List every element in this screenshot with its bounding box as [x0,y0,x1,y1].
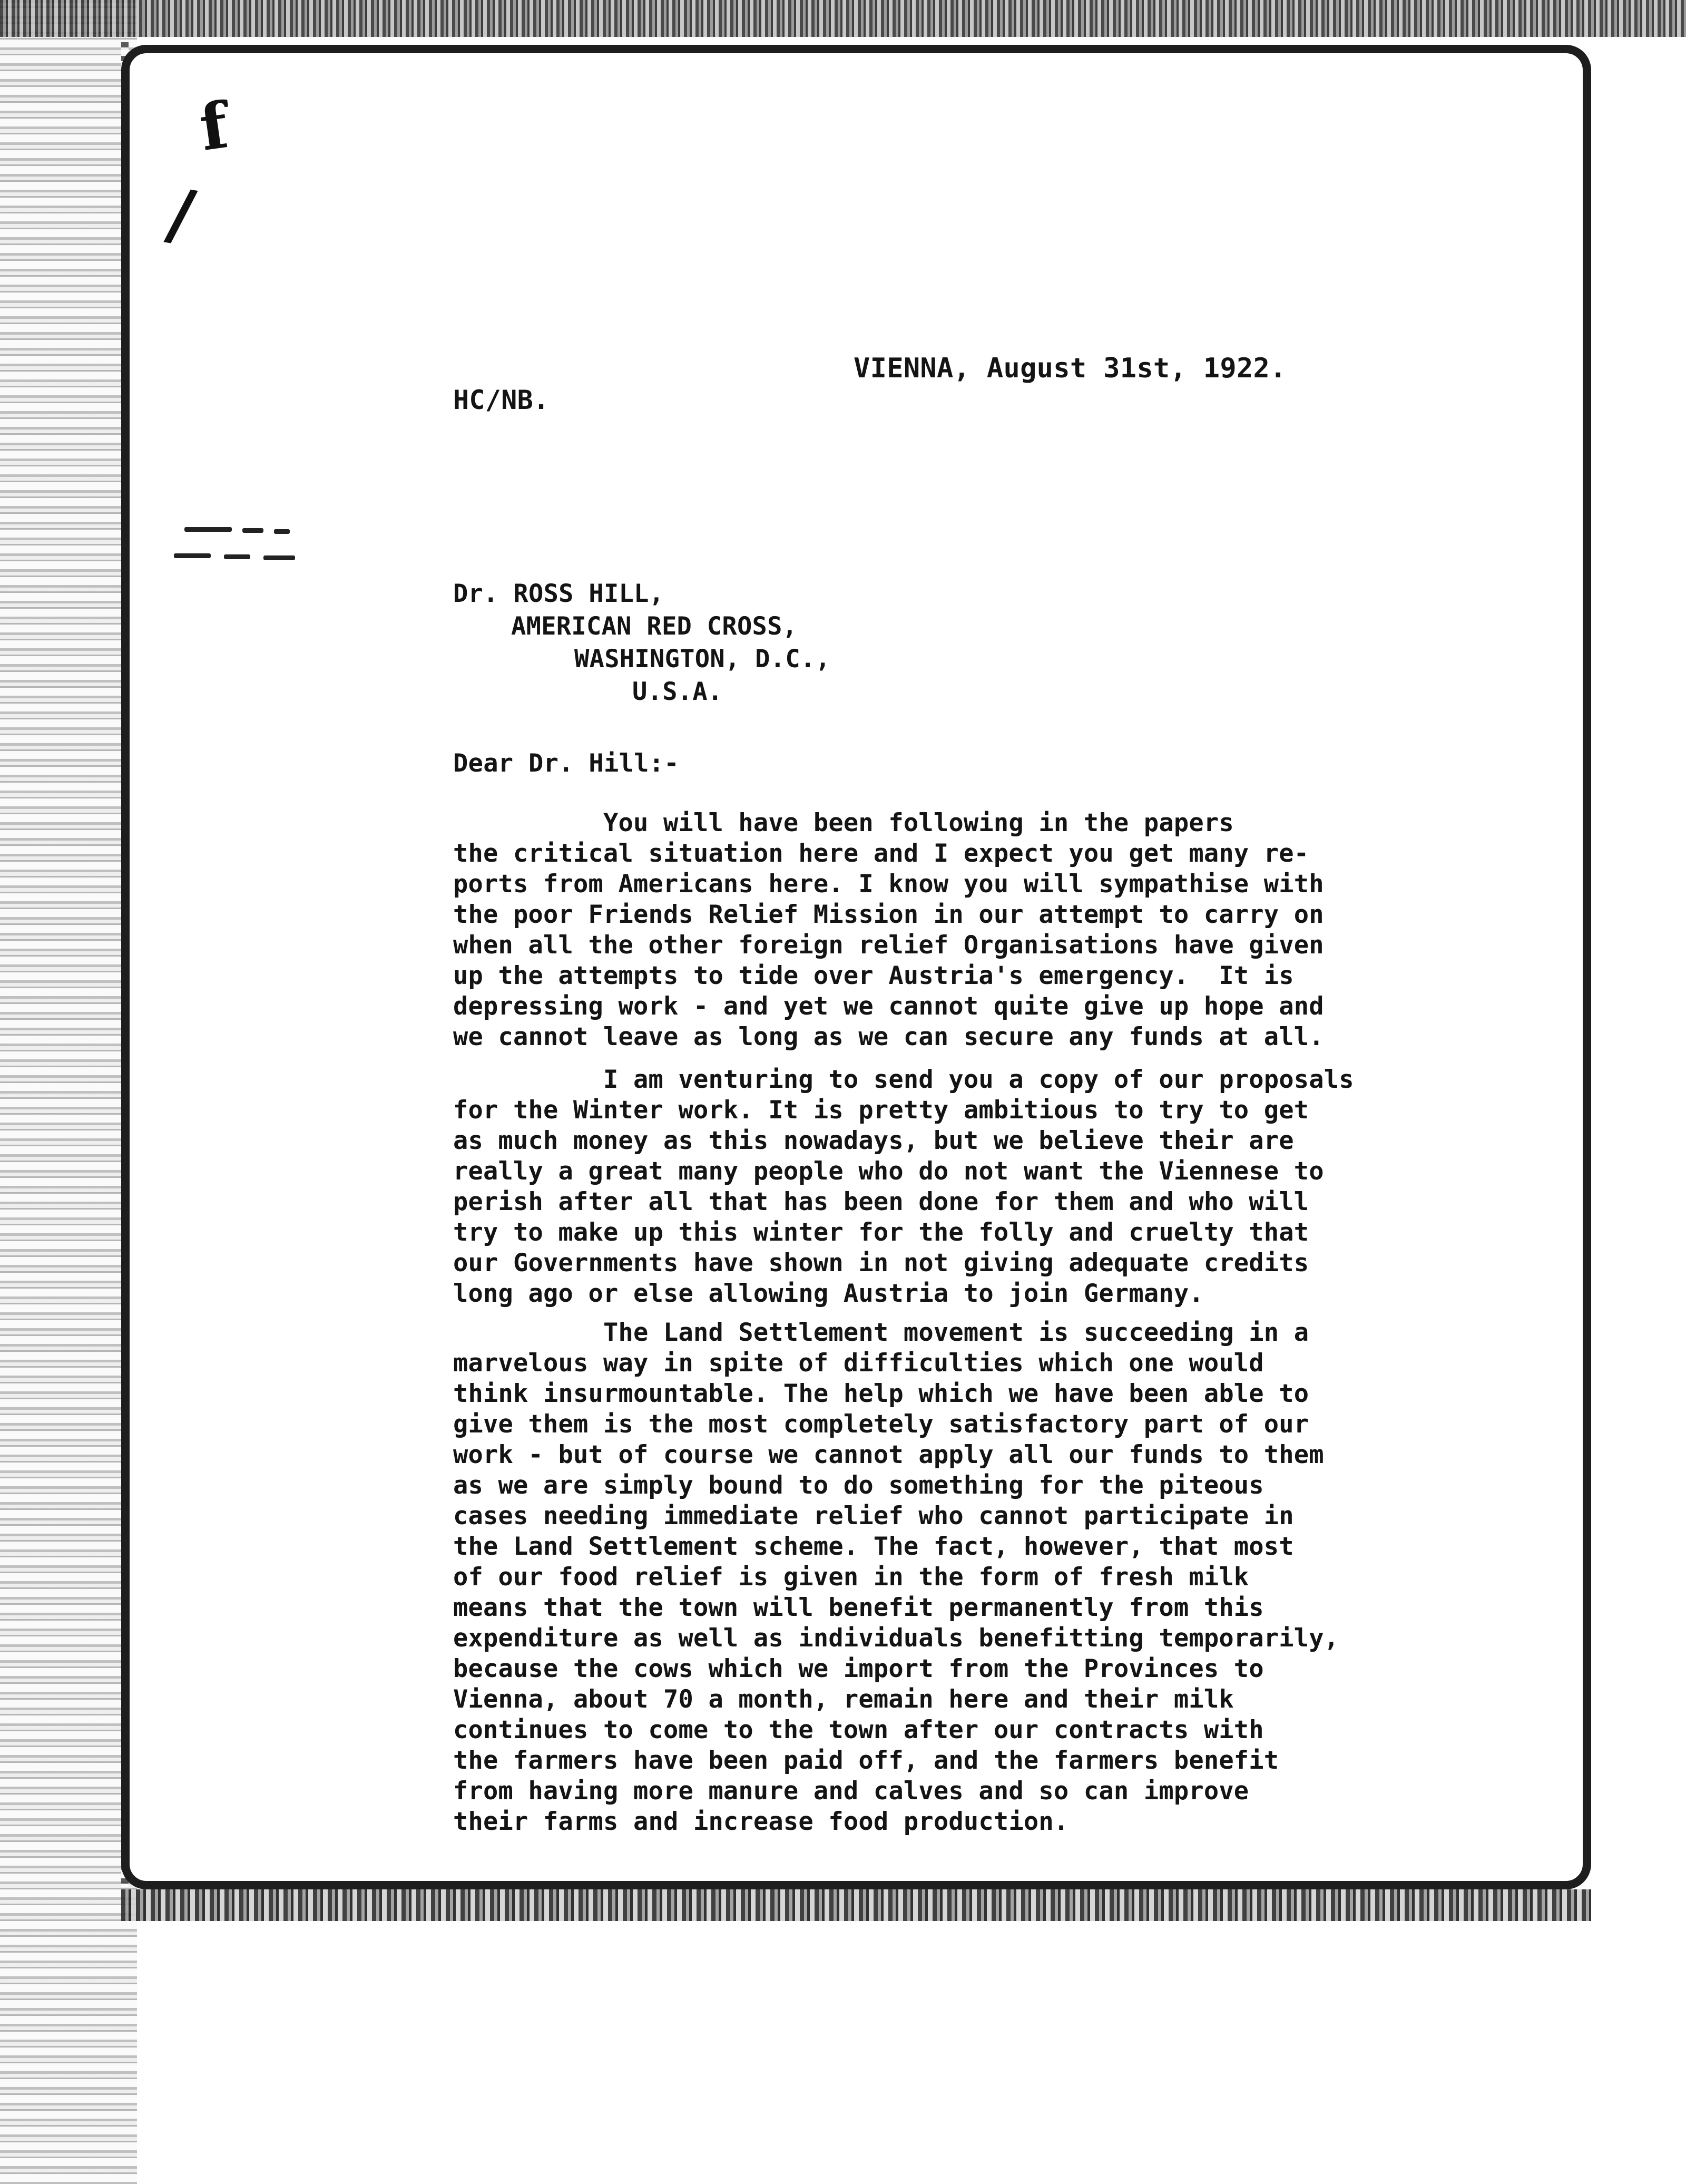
letter-date: VIENNA, August 31st, 1922. [854,353,1287,384]
paragraph-line: I am venturing to send you a copy of our proposals [453,1065,1354,1094]
paragraph-line: continues to come to the town after our contracts with [453,1715,1264,1744]
paragraph-line: ports from Americans here. I know you will sympathise with [453,870,1324,899]
paragraph-line: of our food relief is given in the form of fresh milk [453,1563,1249,1592]
paragraph-line: means that the town will benefit permanently from this [453,1593,1264,1622]
paragraph-line: up the attempts to tide over Austria's emergency. It is [453,961,1294,990]
dash-mark [263,555,295,560]
recipient-country: U.S.A. [632,677,723,706]
handwritten-mark-slash: / [162,172,201,256]
paragraph-line: long ago or else allowing Austria to join Germany. [453,1279,1204,1308]
paragraph-line: for the Winter work. It is pretty ambitious to try to get [453,1096,1309,1125]
recipient-name: Dr. ROSS HILL, [453,579,664,608]
paragraph-line: the poor Friends Relief Mission in our attempt to carry on [453,900,1324,929]
paragraph-line: depressing work - and yet we cannot quite give up hope and [453,992,1324,1021]
paragraph-line: the farmers have been paid off, and the farmers benefit [453,1746,1279,1775]
paragraph-line: as we are simply bound to do something for the piteous [453,1471,1264,1500]
paragraph-line: Vienna, about 70 a month, remain here and their milk [453,1685,1234,1714]
paragraph-line: as much money as this nowadays, but we believe their are [453,1126,1294,1155]
paragraph-line: we cannot leave as long as we can secure any funds at all. [453,1022,1324,1051]
paragraph-line: our Governments have shown in not giving adequate credits [453,1249,1309,1278]
paragraph-line: the critical situation here and I expect you get many re- [453,839,1309,868]
paragraph-line: really a great many people who do not want the Viennese to [453,1157,1324,1186]
dash-mark [274,529,290,534]
paragraph-1 [453,808,1444,1052]
dash-mark [174,553,211,558]
paragraph-line: the Land Settlement scheme. The fact, however, that most [453,1532,1294,1561]
paragraph-line: perish after all that has been done for them and who will [453,1187,1309,1216]
scan-bottom-edge [121,1889,1591,1921]
paragraph-line: when all the other foreign relief Organisations have given [453,931,1324,960]
paragraph-line: because the cows which we import from the Provinces to [453,1654,1264,1683]
paragraph-line: You will have been following in the papers [453,808,1234,837]
paragraph-line: marvelous way in spite of difficulties which one would [453,1349,1264,1378]
scan-left-edge [0,0,137,2184]
paragraph-line: from having more manure and calves and so can improve [453,1777,1249,1806]
dash-mark [184,527,232,532]
handwritten-mark-f: f [195,88,233,165]
salutation: Dear Dr. Hill:- [453,749,679,778]
recipient-city: WASHINGTON, D.C., [574,645,831,674]
paragraph-line: give them is the most completely satisfactory part of our [453,1410,1309,1439]
recipient-organization: AMERICAN RED CROSS, [511,612,798,641]
paragraph-line: expenditure as well as individuals benefitting temporarily, [453,1624,1339,1653]
dash-mark [224,554,250,559]
paragraph-2 [453,1065,1444,1309]
paragraph-line: their farms and increase food production. [453,1807,1069,1836]
margin-dash-marks [174,522,311,569]
paragraph-line: work - but of course we cannot apply all our funds to them [453,1440,1324,1469]
paragraph-line: think insurmountable. The help which we have been able to [453,1379,1309,1408]
paragraph-line: try to make up this winter for the folly and cruelty that [453,1218,1309,1247]
dash-mark [242,528,263,533]
paragraph-line: The Land Settlement movement is succeeding in a [453,1318,1309,1347]
reference-initials: HC/NB. [453,385,550,415]
scan-top-edge [0,0,1686,37]
paragraph-line: cases needing immediate relief who cannot participate in [453,1501,1294,1530]
paragraph-3 [453,1318,1444,1837]
